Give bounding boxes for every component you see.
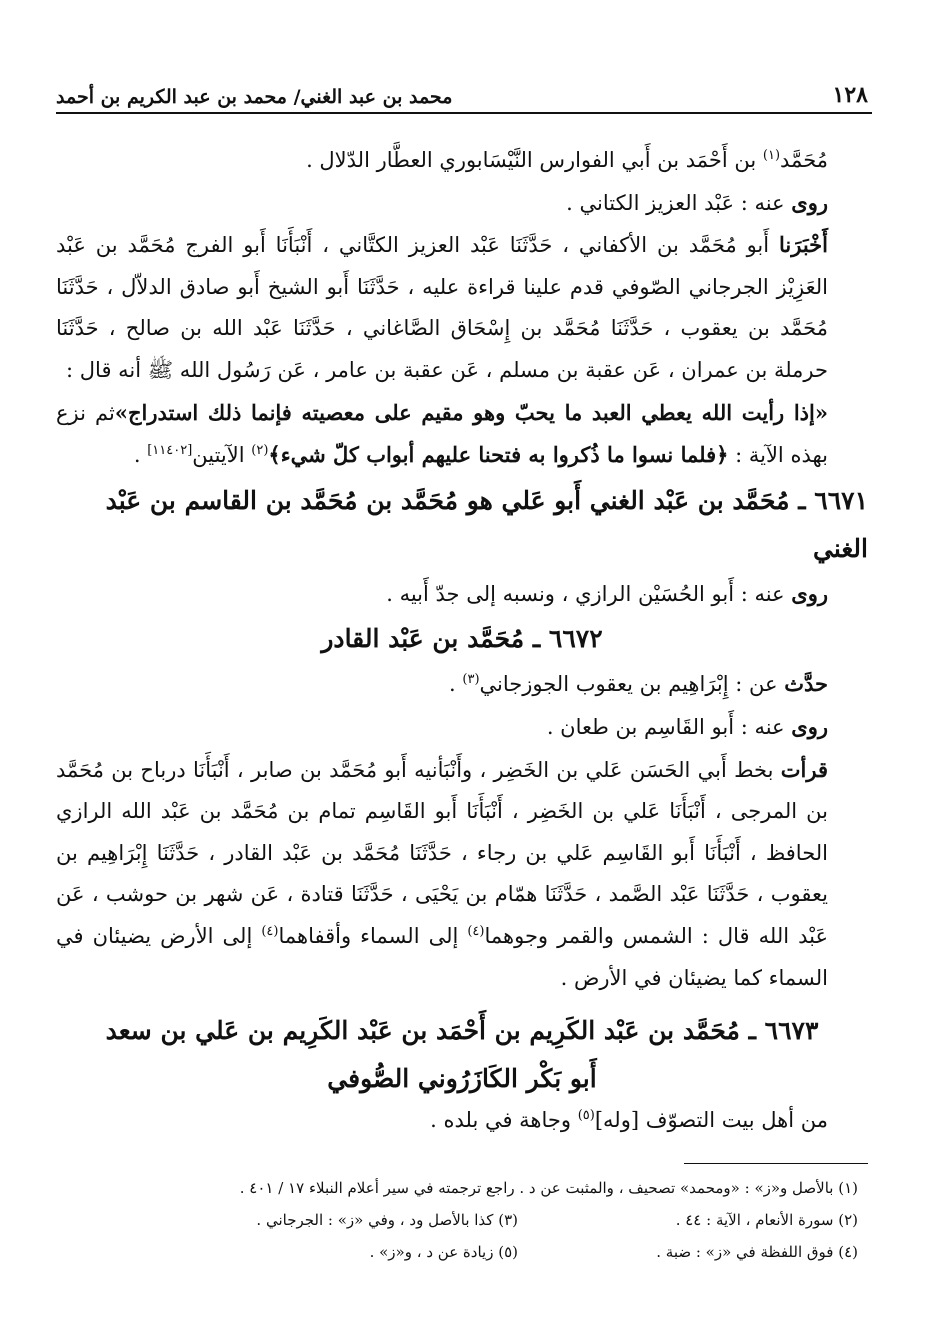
- footnote-4: (٤) فوق اللفظة في «ز» : ضبة .: [656, 1243, 858, 1261]
- footnote-ref: (١): [762, 148, 781, 163]
- qara-paragraph: قرأت بخط أَبي الحَسَن عَلي بن الخَضِر ، وأَنْبَأنيه أَبو مُحَمَّد بن صابر ، أَنْبَأَنَا درباح بن مُحَمَّد بن المرجى ، أَنْبَأَنَا عَلي بن الخَضِر ، أَنْبَأَنَا أَبو القَاسِم تمام بن مُحَمَّد بن عَبْد الله الرازي الحافظ ، أَنْبَأَنَا أَبو القَاسِم عَلي بن رجاء ، حَدَّثَنَا مُحَمَّد بن عَبْد القادر ، حَدَّثَنَا إِبْرَاهِيم بن يعقوب ، حَدَّثَنَا عَبْد الصَّمد ، حَدَّثَنَا همّام بن يَحْيَى ، حَدَّثَنَا قتادة ، عَن شهر بن حوشب ، عَن عَبْد الله قال : الشمس والقمر وجوهما$^{(٤)}$ إلى السماء وأقفاهما$^{(٤)}$ إلى الأرض يضيئان في السماء كما يضيئان في الأرض .: [56, 756, 828, 990]
- isnad-paragraph: أَخْبَرَنا أَبو مُحَمَّد بن الأكفاني ، حَدَّثَنَا عَبْد العزيز الكتَّاني ، أَنْبَأَنَا أَبو الفرج مُحَمَّد بن عَبْد العَزِيْز الجرجاني الصّوفي قدم علينا قراءة عليه ، حَدَّثَنَا أَبو الشيخ أَبو صادق الدلاّل ، حَدَّثَنَا مُحَمَّد بن يعقوب ، حَدَّثَنَا مُحَمَّد بن إِسْحَاق الصَّاغاني ، حَدَّثَنَا عَبْد الله بن صالح ، حَدَّثَنَا حرملة بن عمران ، عَن عقبة بن مسلم ، عَن عقبة بن عامر ، عَن رَسُول الله ﷺ أنه قال :: [56, 232, 828, 382]
- hadith-number: [١١٤٠٢]: [147, 443, 193, 459]
- running-title: محمد بن عبد الغني/ محمد بن عبد الكريم بن أحمد: [56, 86, 453, 108]
- entry-subtitle-6673: أَبو بَكْر الكَازَرُوني الصُّوفي: [327, 1064, 597, 1094]
- entry-6673-text: من أهل بيت التصوّف [وله]$^{(٥)}$ وجاهة في بلده .: [430, 1108, 828, 1133]
- footnote-ref: (٤): [467, 923, 485, 939]
- rawa-line: روى عنه : أَبو القَاسِم بن طعان .: [546, 713, 828, 739]
- page-header: [56, 74, 868, 108]
- entry-intro-heading: مُحَمَّد$^{(١)}$ بن أَحْمَد بن أَبي الفوارس النَّيْسَابوري العطَّار الدّلال .: [306, 148, 828, 172]
- entry-title-6672: ٦٦٧٢ ـ مُحَمَّد بن عَبْد القادر: [321, 624, 603, 654]
- footnote-rule: [684, 1163, 868, 1164]
- rawa-line: روى عنه : أَبو الحُسَيْن الرازي ، ونسبه إلى جدّ أَبيه .: [386, 580, 828, 606]
- haddath-line: حدَّث عن : إِبْرَاهِيم بن يعقوب الجوزجاني$^{(٣)}$ .: [449, 671, 828, 697]
- footnote-ref: (٢): [251, 443, 269, 459]
- quran-verse: ﴿فلما نسوا ما ذُكروا به فتحنا عليهم أبواب كلّ شيء﴾: [268, 442, 729, 468]
- footnote-1: (١) بالأصل و«ز» : «ومحمد» تصحيف ، والمثبت عن د . راجع ترجمته في سير أعلام النبلاء ١٧ / ٤٠١ .: [239, 1179, 858, 1197]
- footnote-ref: (٤): [261, 923, 279, 939]
- rawa-line: روى عنه : عَبْد العزيز الكتاني .: [566, 189, 828, 215]
- footnote-ref: (٥): [577, 1108, 595, 1124]
- main-text: [56, 140, 868, 1137]
- page-number: ١٢٨: [832, 82, 868, 108]
- footnote-5: (٥) زيادة عن د ، و«ز» .: [369, 1243, 518, 1261]
- footnotes: [56, 1172, 858, 1268]
- footnote-2: (٢) سورة الأنعام ، الآية : ٤٤ .: [675, 1211, 858, 1229]
- footnote-3: (٣) كذا بالأصل ود ، وفي «ز» : الجرجاني .: [256, 1211, 518, 1229]
- entry-title-6671: ٦٦٧١ ـ مُحَمَّد بن عَبْد الغني أَبو عَلي هو مُحَمَّد بن مُحَمَّد بن القاسم بن عَبْد الغني: [105, 485, 868, 563]
- hadith-paragraph: «إذا رأيت الله يعطي العبد ما يحبّ وهو مقيم على معصيته فإنما ذلك استدراج»ثم نزع بهذه الآية : ﴿فلما نسوا ما ذُكروا به فتحنا عليهم أبواب كلّ شيء﴾$^{(٢)}$ الآيتين[١١٤٠٢] .: [56, 399, 828, 468]
- footnote-ref: (٣): [462, 672, 480, 688]
- hadith-text: «إذا رأيت الله يعطي العبد ما يحبّ وهو مقيم على معصيته فإنما ذلك استدراج»: [114, 399, 828, 425]
- entry-title-6673: ٦٦٧٣ ـ مُحَمَّد بن عَبْد الكَرِيم بن أَحْمَد بن عَبْد الكَرِيم بن عَلي بن سعد: [105, 1016, 819, 1046]
- header-rule: [56, 112, 872, 114]
